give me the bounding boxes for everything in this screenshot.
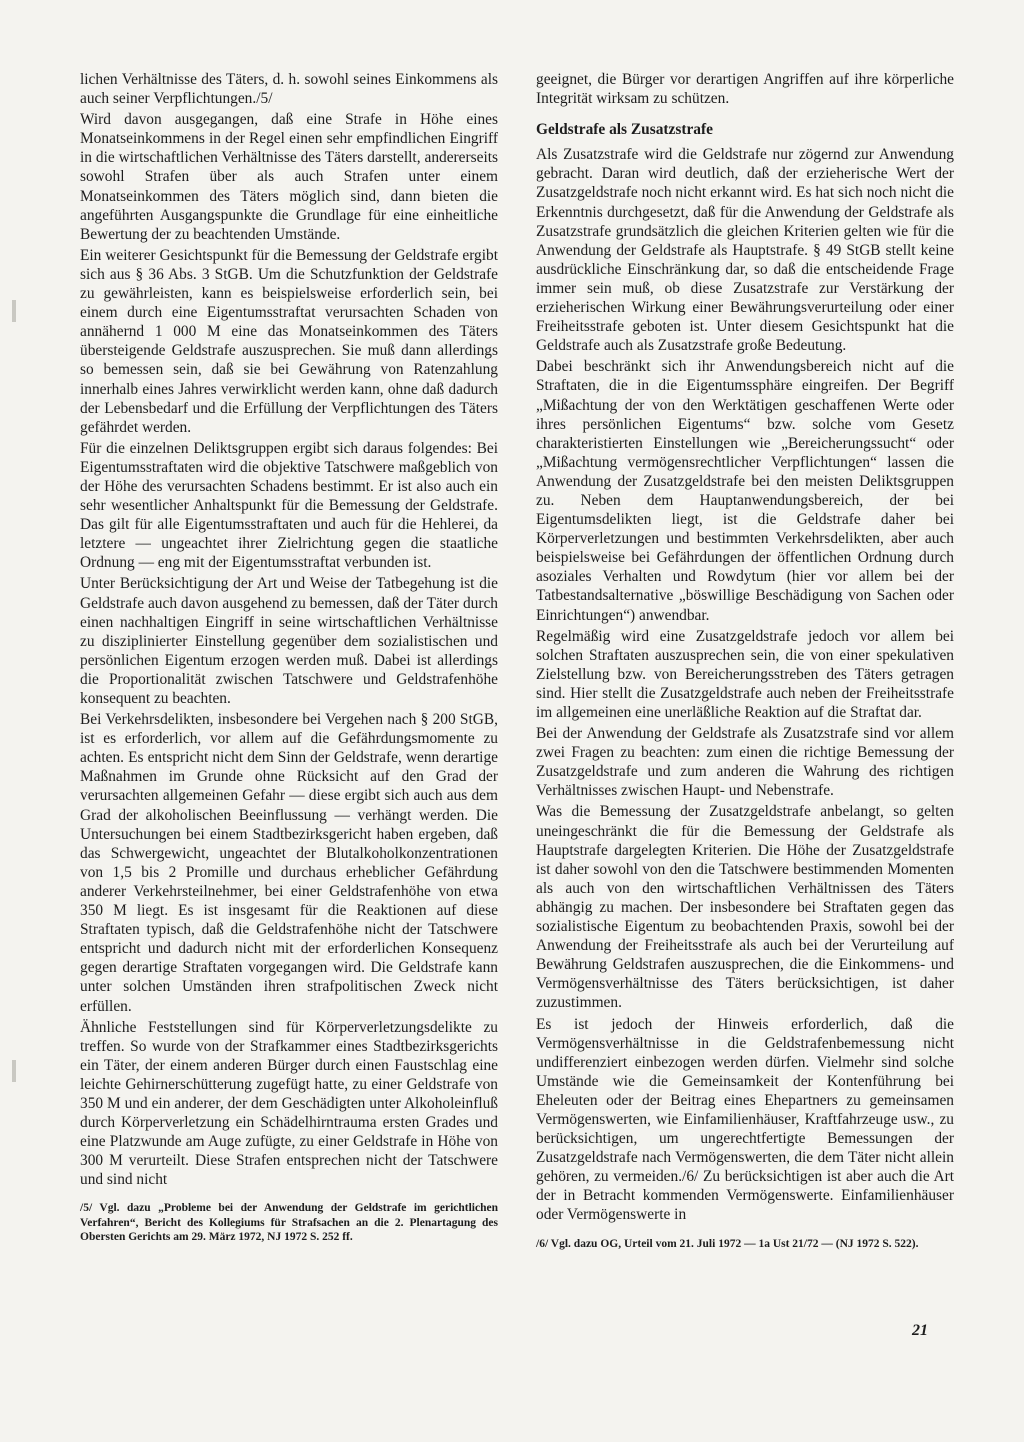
footnote-6: /6/ Vgl. dazu OG, Urteil vom 21. Juli 1972 — 1a Ust 21/72 — (NJ 1972 S. 522). — [536, 1237, 919, 1250]
scan-margin-mark — [12, 1060, 16, 1082]
paragraph: Regelmäßig wird eine Zusatzgeldstrafe jedoch vor allem bei solchen Straftaten auszusprechen sein, die von einer spekulativen Zielstellung bzw. von Bereicherungsstreben des Täters getragen sind. Hier stellt die Zusatzgeldstrafe auch neben der Freiheitsstrafe im allgemeinen eine unerläßliche Reaktion auf die Straftat dar. — [536, 627, 954, 721]
paragraph: Für die einzelnen Deliktsgruppen ergibt sich daraus folgendes: Bei Eigentumsstraftaten wird die objektive Tatschwere maßgeblich von der Höhe des verursachten Schadens bestimmt. Er ist also auch ein sehr wesentlicher Anhaltspunkt für die Bemessung der Geldstrafe. Das gilt für alle Eigentumsstraftaten und auch für die Hehlerei, da letztere — ungeachtet ihrer Zielrichtung gegen die staatliche Ordnung — eng mit der Eigentumsstraftat verbunden ist. — [80, 439, 498, 572]
paragraph: Bei der Anwendung der Geldstrafe als Zusatzstrafe sind vor allem zwei Fragen zu beachten: zum einen die richtige Bemessung der Zusatzgeldstrafe und zum anderen die Wahrung des richtigen Verhältnisses zwischen Haupt- und Nebenstrafe. — [536, 725, 954, 800]
paragraph: geeignet, die Bürger vor derartigen Angriffen auf ihre körperliche Integrität wirksam zu schützen. — [536, 71, 954, 108]
paragraph: Was die Bemessung der Zusatzgeldstrafe anbelangt, so gelten uneingeschränkt die für die Bemessung der Geldstrafe als Hauptstrafe dargelegten Kriterien. Die Höhe der Zusatzgeldstrafe ist daher sowohl von den die Tatschwere bestimmenden Momenten als auch von den wirtschaftlichen Verhältnissen des Täters abhängig zu machen. Der insbesondere bei Straftaten gegen das sozialistische Eigentum zu beobachtenden Praxis, sowohl bei der Anwendung der Freiheitsstrafe als auch bei der Verurteilung auf Bewährung Geldstrafen auszusprechen, die die Einkommens- und Vermögensverhältnisse des Täters berücksichtigen, ist daher zuzustimmen. — [536, 803, 954, 1012]
paragraph: Wird davon ausgegangen, daß eine Strafe in Höhe eines Monatseinkommens in der Regel einen sehr empfindlichen Eingriff in die wirtschaftlichen Verhältnisse des Täters darstellt, andererseits sowohl Strafen über als auch Strafen unter einem Monatseinkommen des Täters möglich sind, dann bieten die angeführten Ausgangspunkte die Grundlage für eine einheitliche Bewertung der zu beachtenden Umstände. — [80, 111, 498, 243]
paragraph: Ein weiterer Gesichtspunkt für die Bemessung der Geldstrafe ergibt sich aus § 36 Abs. 3 StGB. Um die Schutzfunktion der Geldstrafe zu gewährleisten, kann es beispielsweise erforderlich sein, bei einem durch eine Eigentumsstraftat verursachten Schaden von annähernd 1 000 M eine das Monatseinkommen des Täters übersteigende Geldstrafe auszusprechen. Sie muß dann allerdings so bemessen sein, daß sie bei Gewährung von Ratenzahlung innerhalb eines Jahres verwirklicht werden kann, ohne daß dadurch der Lebensbedarf und die Erfüllung der Verpflichtungen des Täters gefährdet werden. — [80, 246, 498, 436]
paragraph: Als Zusatzstrafe wird die Geldstrafe nur zögernd zur Anwendung gebracht. Daran wird deutlich, daß der erzieherische Wert der Zusatzgeldstrafe noch nicht erkannt wird. Es hat sich noch nicht die Erkenntnis durchgesetzt, daß für die Anwendung der Geldstrafe als Zusatzstrafe grundsätzlich die gleichen Kriterien gelten wie für die Anwendung der Geldstrafe als Hauptstrafe. § 49 StGB stellt keine ausdrückliche Einschränkung dar, so daß die entscheidende Frage immer sein muß, ob diese Zusatzstrafe zur Verstärkung der erzieherischen Wirkung einer Bewährungsverurteilung oder einer Freiheitsstrafe geboten ist. Unter diesem Gesichtspunkt hat die Geldstrafe auch als Zusatzstrafe große Bedeutung. — [536, 146, 954, 355]
page-number: 21 — [912, 1322, 928, 1339]
section-heading: Geldstrafe als Zusatzstrafe — [536, 121, 713, 139]
paragraph: Unter Berücksichtigung der Art und Weise der Tatbegehung ist die Geldstrafe auch davon ausgehend zu bemessen, daß der Täter durch einen nachhaltigen Eingriff in seine wirtschaftlichen Verhältnisse zu disziplinierter Einstellung gegenüber dem sozialistischen und persönlichen Eigentum erzogen werden muß. Dabei ist allerdings die Proportionalität zwischen Tatschwere und Geldstrafenhöhe konsequent zu beachten. — [80, 575, 498, 707]
left-column — [80, 70, 498, 1247]
paragraph: Bei Verkehrsdelikten, insbesondere bei Vergehen nach § 200 StGB, ist es erforderlich, vor allem auf die Gefährdungsmomente zu achten. Es entspricht nicht dem Sinn der Geldstrafe, wenn derartige Maßnahmen im Grunde ohne Rücksicht auf den Grad der verursachten allgemeinen Gefahr — diese ergibt sich auch aus dem Grad der alkoholischen Beeinflussung — verhängt werden. Die Untersuchungen bei einem Stadtbezirksgericht haben ergeben, daß das Schwergewicht, ungeachtet der Blutalkoholkonzentrationen von 1,5 bis 2 Promille und durchaus erheblicher Gefährdung anderer Verkehrsteilnehmer, bei einer Geldstrafenhöhe von etwa 350 M liegt. Es ist insgesamt für die Reaktionen auf diese Straftaten typisch, daß die Geldstrafenhöhe nicht der Tatschwere entspricht und dadurch nicht mit der erforderlichen Konsequenz gegen derartige Straftaten vorgegangen wird. Die Geldstrafe kann unter solchen Umständen ihren strafpolitischen Zweck nicht erfüllen. — [80, 711, 498, 1015]
right-column — [536, 70, 954, 1253]
footnote-5: /5/ Vgl. dazu „Probleme bei der Anwendung der Geldstrafe im gerichtlichen Verfahren“, Bericht des Kollegiums für Strafsachen an die 2. Plenartagung des Obersten Gerichts am 29. März 1972, NJ 1972 S. 252 ff. — [80, 1202, 498, 1244]
paragraph: Es ist jedoch der Hinweis erforderlich, daß die Vermögensverhältnisse in die Geldstrafenbemessung nicht undifferenziert einbezogen werden dürfen. Vielmehr sind solche Umstände wie die Gemeinsamkeit der Kontenführung bei Eheleuten oder der Beitrag eines Ehepartners zu gemeinsamen Vermögenswerten, wie Einfamilienhäuser, Kraftfahrzeuge usw., zu berücksichtigen, um ungerechtfertigte Bemessungen der Zusatzgeldstrafe nach Vermögenswerten, die dem Täter nicht allein gehören, zu vermeiden./6/ Zu berücksichtigen ist aber auch die Art der in Betracht kommenden Vermögenswerte. Einfamilienhäuser oder Vermögenswerte in — [536, 1015, 954, 1224]
paragraph: Ähnliche Feststellungen sind für Körperverletzungsdelikte zu treffen. So wurde von der Strafkammer eines Stadtbezirksgerichts ein Täter, der einem anderen Bürger durch einen Faustschlag eine leichte Gehirnerschütterung zugefügt hatte, zu einer Geldstrafe von 350 M und ein anderer, der dem Geschädigten unter Alkoholeinfluß durch Körperverletzung ein Schädelhirntrauma ersten Grades und eine Platzwunde am Auge zufügte, zu einer Geldstrafe in Höhe von 300 M verurteilt. Diese Strafen entsprechen nicht der Tatschwere und sind nicht — [80, 1018, 498, 1189]
paragraph: lichen Verhältnisse des Täters, d. h. sowohl seines Einkommens als auch seiner Verpflichtungen./5/ — [80, 71, 498, 108]
scan-margin-mark — [12, 300, 16, 322]
paragraph: Dabei beschränkt sich ihr Anwendungsbereich nicht auf die Straftaten, die in die Eigentumssphäre eingreifen. Der Begriff „Mißachtung der von den Werktätigen geschaffenen Werte oder ihres persönlichen Eigentums“ bzw. solche vom Gesetz charakteristierten Einstellungen wie „Bereicherungssucht“ oder „Mißachtung vermögensrechtlicher Verpflichtungen“ lassen die Anwendung der Zusatzgeldstrafe bei den meisten Deliktsgruppen zu. Neben dem Hauptanwendungsbereich, der bei Eigentumsdelikten liegt, ist die Geldstrafe daher bei Körperverletzungen und bestimmten Verkehrsdelikten, aber auch beispielsweise bei Gefährdungen der öffentlichen Ordnung durch asoziales Verhalten und Rowdytum (hier vor allem bei der Tatbestandsalternative „böswillige Beschädigung von Sachen oder Einrichtungen“) anwendbar. — [536, 358, 954, 624]
